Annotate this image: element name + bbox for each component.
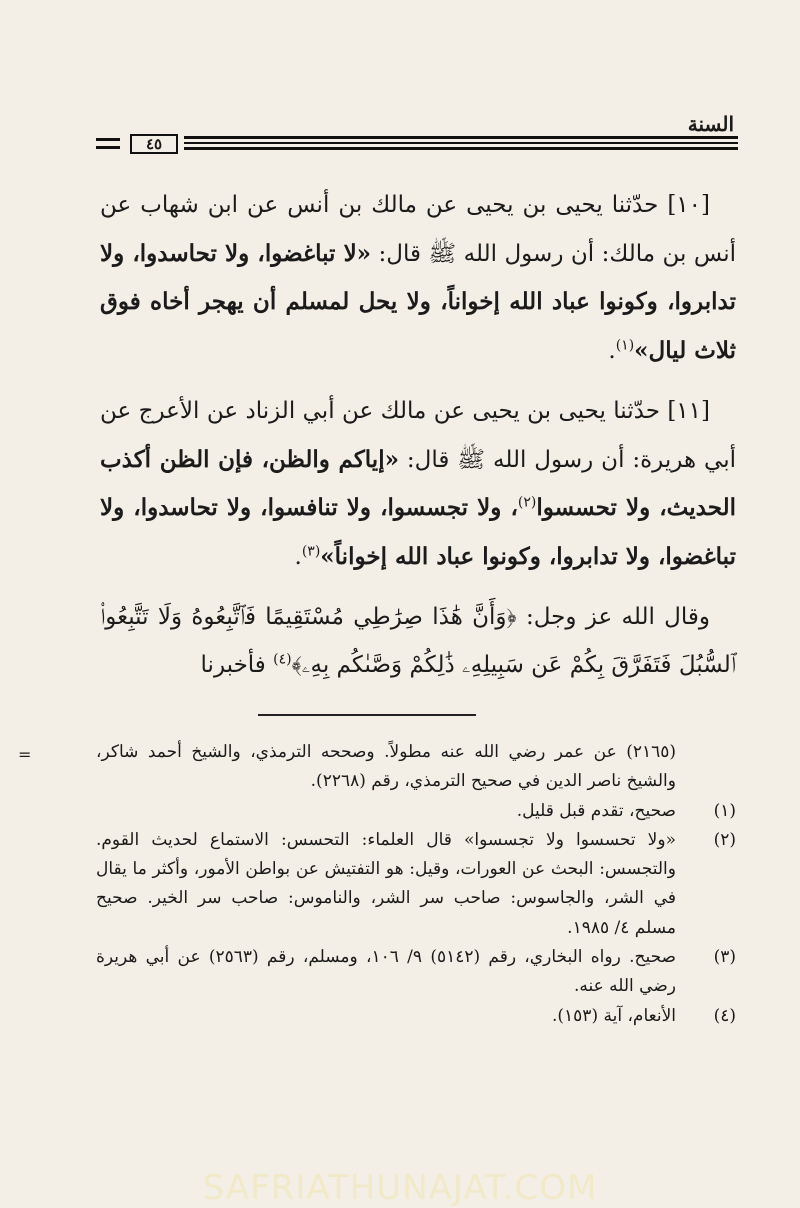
footnote [96, 826, 736, 943]
paragraph [100, 182, 736, 375]
footnote-number: (١) [713, 800, 736, 821]
footnote-number: (٢) [713, 829, 736, 850]
watermark-text: SAFRIATHUNAJAT.COM [202, 1168, 598, 1208]
header-rule-stub [96, 138, 120, 141]
footnote [96, 943, 736, 1002]
header-rule-stub [96, 146, 120, 149]
running-title: السنة [687, 112, 734, 136]
footnote-number: (٣) [713, 947, 736, 968]
body-text [100, 182, 736, 702]
footnote [96, 1002, 736, 1031]
paragraph-text: [١١] حدّثنا يحيى بن يحيى عن مالك عن أبي الزناد عن الأعرج عن أبي هريرة: أن رسول الله ﷺ قال: [100, 398, 736, 473]
footnote-ref: (٣) [301, 542, 321, 559]
footnote [18, 738, 736, 797]
header-rule-line [184, 147, 738, 150]
continuation-mark: = [18, 745, 32, 764]
page-number: ٤٥ [130, 134, 178, 154]
footnote-text: صحيح، تقدم قبل قليل. [516, 800, 676, 821]
paragraph [100, 388, 736, 581]
footnote-ref: (٤) [273, 650, 292, 667]
header-rule [96, 134, 738, 154]
footnote [96, 797, 736, 826]
hadith-text: ، ولا تجسسوا، ولا تنافسوا، ولا تحاسدوا، ولا تباغضوا، ولا تدابروا، وكونوا عباد الله إخواناً» [100, 494, 736, 570]
footnote-text: الأنعام، آية (١٥٣). [551, 1005, 676, 1026]
footnotes [18, 738, 736, 1031]
paragraph-text: [١٠] حدّثنا يحيى بن يحيى عن مالك بن أنس عن ابن شهاب عن أنس بن مالك: أن رسول الله ﷺ قال: [100, 192, 736, 267]
paragraph-text: . [294, 543, 302, 570]
paragraph [100, 594, 736, 689]
footnote-separator [258, 714, 476, 716]
paragraph-text: فأخبرنا [200, 651, 274, 678]
footnote-ref: (١) [615, 336, 635, 353]
header-rule-line [184, 136, 738, 139]
hadith-text: «إياكم والظن، فإن الظن أكذب الحديث، ولا تحسسوا [100, 445, 736, 521]
footnote-number: (٤) [713, 1005, 736, 1026]
hadith-text: «لا تباغضوا، ولا تحاسدوا، ولا تدابروا، وكونوا عباد الله إخواناً، ولا يحل لمسلم أن يهجر أخاه فوق ثلاث ليال» [100, 239, 736, 364]
footnote-text: (٢١٦٥) عن عمر رضي الله عنه مطولاً. وصححه الترمذي، والشيخ أحمد شاكر، والشيخ ناصر الدين في صحيح الترمذي، رقم (٢٢٦٨). [96, 742, 676, 792]
footnote-text: «ولا تحسسوا ولا تجسسوا» قال العلماء: التحسس: الاستماع لحديث القوم. والتجسس: البحث عن العورات، وقيل: هو التفتيش عن بواطن الأمور، وأكثر ما يقال في الشر، والجاسوس: صاحب سر الشر، والناموس: صاحب سر الخير. صحيح مسلم ٤/ ١٩٨٥. [96, 829, 676, 938]
footnote-text: صحيح. رواه البخاري، رقم (٥١٤٢) ٩/ ١٠٦، ومسلم، رقم (٢٥٦٣) عن أبي هريرة رضي الله عنه. [96, 947, 676, 997]
header-rule-line [184, 142, 738, 144]
paragraph-text: . [608, 337, 616, 364]
paragraph-text: وقال الله عز وجل: ﴿وَأَنَّ هَٰذَا صِرَٰطِي مُسْتَقِيمًا فَٱتَّبِعُوهُ وَلَا تَتَّبِعُوا۟ ٱلسُّبُلَ فَتَفَرَّقَ بِكُمْ عَن سَبِيلِهِۦ ذَٰلِكُمْ وَصَّىٰكُم بِهِۦ﴾ [100, 604, 736, 678]
footnote-ref: (٢) [517, 494, 537, 511]
